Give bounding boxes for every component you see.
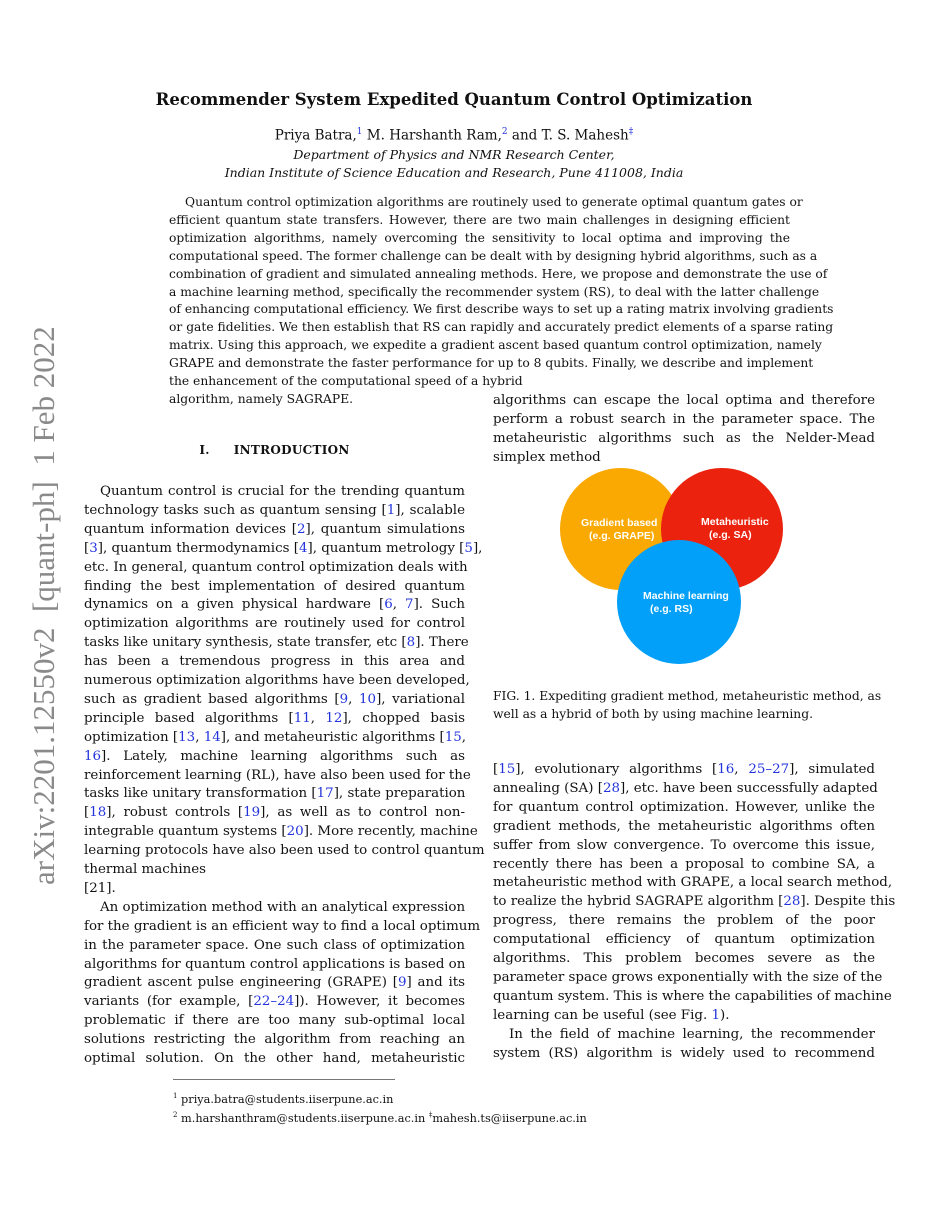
text-line: computational efficiency of quantum optimization xyxy=(493,932,875,948)
text-line: recently there has been a proposal to combine SA, a xyxy=(493,856,875,872)
text-line: the enhancement of the computational speed of a hybrid xyxy=(169,374,523,388)
text-line: quantum system. This is where the capabilities of machine xyxy=(493,988,892,1004)
affiliation-line: Indian Institute of Science Education and Research, Pune 411008, India xyxy=(224,165,684,180)
citation-link[interactable]: 25–27 xyxy=(748,762,790,777)
text-line: perform a robust search in the parameter space. The xyxy=(493,411,875,427)
text-line: solutions restricting the algorithm from reaching an xyxy=(84,1032,465,1048)
author-name: M. Harshanth Ram, xyxy=(362,127,502,144)
footnote-link[interactable]: 2 xyxy=(501,127,508,137)
text-line: metaheuristic algorithms such as the Nelder-Mead xyxy=(493,430,875,446)
footnote-email[interactable]: m.harshanthram@students.iiserpune.ac.in xyxy=(177,1111,429,1125)
section-heading xyxy=(84,443,465,457)
author-list xyxy=(0,127,908,144)
text-line: principle based algorithms [11, 12], chopped basis xyxy=(84,710,465,726)
text-line: computational speed. The former challenge can be dealt with by designing hybrid algorithms, such as a xyxy=(169,248,818,263)
text-line: integrable quantum systems [20]. More recently, machine xyxy=(84,824,478,840)
ml-label: Machine learning xyxy=(643,590,729,602)
citation-link[interactable]: 14 xyxy=(203,729,221,745)
text-line: [15], evolutionary algorithms [16, 25–27], simulated xyxy=(493,762,876,777)
citation-link[interactable]: 28 xyxy=(602,780,620,796)
citation-link[interactable]: 15 xyxy=(444,729,462,745)
text-line: in the parameter space. One such class of optimization xyxy=(84,937,465,953)
citation-link[interactable]: 5 xyxy=(464,540,473,556)
figure-caption: well as a hybrid of both by using machine learning. xyxy=(493,707,814,721)
footnote-link[interactable]: ‡ xyxy=(628,127,634,137)
footnote-mark: 2 xyxy=(173,1111,178,1119)
text-line: algorithms. This problem becomes severe as the xyxy=(493,951,875,966)
footnote-mark: ‡ xyxy=(428,1111,433,1119)
paper-title: Recommender System Expedited Quantum Control Optimization xyxy=(155,90,753,109)
text-line: has been a tremendous progress in this area and xyxy=(84,654,465,670)
text-line: simplex method xyxy=(493,449,601,465)
text-line: parameter space grows exponentially with the size of the xyxy=(493,969,883,985)
text-line: of enhancing computational efficiency. We first describe ways to set up a rating matrix involving gradients xyxy=(169,302,834,317)
text-line: a machine learning method, specifically the recommender system (RS), to deal with the latter challenge xyxy=(169,284,820,299)
citation-link[interactable]: 22–24 xyxy=(253,994,295,1010)
footnote xyxy=(173,1092,393,1106)
affiliation-line: Department of Physics and NMR Research Center, xyxy=(293,147,615,162)
text-line: Quantum control is crucial for the trending quantum xyxy=(100,484,465,499)
citation-link[interactable]: 13 xyxy=(178,729,196,745)
text-line: quantum information devices [2], quantum simulations xyxy=(84,521,465,537)
citation-link[interactable]: 9 xyxy=(339,691,349,707)
text-line: or gate fidelities. We then establish that RS can rapidly and accurately predict elements of a sparse rating xyxy=(169,320,834,335)
text-line: progress, there remains the problem of the poor xyxy=(493,913,875,929)
footnote-email[interactable]: priya.batra@students.iiserpune.ac.in xyxy=(177,1092,394,1106)
text-line: reinforcement learning (RL), have also been used for the xyxy=(84,767,471,783)
footnote-email[interactable]: mahesh.ts@iiserpune.ac.in xyxy=(432,1111,587,1125)
text-line: learning protocols have also been used to control quantum xyxy=(84,843,485,859)
section-title: INTRODUCTION xyxy=(233,443,350,457)
citation-link[interactable]: 1 xyxy=(711,1007,720,1023)
footnote-mark: 1 xyxy=(173,1092,178,1100)
citation-link[interactable]: 16 xyxy=(717,762,735,777)
gradient-label: Gradient based xyxy=(581,517,658,529)
text-line: gradient ascent pulse engineering (GRAPE) [9] and its xyxy=(84,975,465,991)
text-line: [3], quantum thermodynamics [4], quantum metrology [5], xyxy=(84,540,483,556)
footnote-link[interactable]: 1 xyxy=(356,127,363,137)
text-line: optimization algorithms are routinely used for control xyxy=(84,616,465,632)
text-line: etc. In general, quantum control optimization deals with xyxy=(84,559,468,575)
metaheuristic-example: (e.g. SA) xyxy=(709,529,752,541)
author-name: Priya Batra, xyxy=(274,127,357,144)
citation-link[interactable]: 17 xyxy=(316,786,334,802)
citation-link[interactable]: 18 xyxy=(89,805,107,821)
text-line: gradient methods, the metaheuristic algorithms often xyxy=(493,818,875,834)
machine-learning-circle xyxy=(617,540,741,664)
citation-link[interactable]: 19 xyxy=(243,805,261,821)
citation-link[interactable]: 9 xyxy=(397,975,407,991)
citation-link[interactable]: 8 xyxy=(406,635,416,651)
text-line: [21]. xyxy=(84,880,116,896)
text-line: GRAPE and demonstrate the faster performance for up to 8 qubits. Finally, we describe and implement xyxy=(169,356,814,371)
figure-caption: FIG. 1. Expediting gradient method, metaheuristic method, as xyxy=(493,689,882,703)
text-line: efficient quantum state transfers. However, there are two main challenges in designing efficient xyxy=(169,212,790,227)
text-line: metaheuristic method with GRAPE, a local search method, xyxy=(493,875,893,891)
text-line: such as gradient based algorithms [9, 10], variational xyxy=(84,691,465,707)
citation-link[interactable]: 6 xyxy=(384,597,393,613)
citation-link[interactable]: 3 xyxy=(89,540,98,556)
text-line: tasks like unitary transformation [17], state preparation xyxy=(84,786,466,802)
text-line: variants (for example, [22–24]). However, it becomes xyxy=(84,994,465,1010)
citation-link[interactable]: 11 xyxy=(293,710,311,726)
text-line: annealing (SA) [28], etc. have been successfully adapted xyxy=(493,780,878,796)
text-line: for quantum control optimization. However, unlike the xyxy=(493,799,875,815)
arxiv-identifier-stamp: arXiv:2201.12550v2 [quant-ph] 1 Feb 2022 xyxy=(26,326,61,885)
citation-link[interactable]: 7 xyxy=(405,597,414,613)
text-line: to realize the hybrid SAGRAPE algorithm [28]. Despite this xyxy=(493,894,896,910)
text-line: for the gradient is an efficient way to find a local optimum xyxy=(84,918,481,934)
text-line: tasks like unitary synthesis, state transfer, etc [8]. There xyxy=(84,635,469,651)
text-line: 16]. Lately, machine learning algorithms such as xyxy=(84,748,465,764)
text-line: An optimization method with an analytical expression xyxy=(100,899,466,915)
citation-link[interactable]: 15 xyxy=(498,762,516,777)
text-line: finding the best implementation of desired quantum xyxy=(84,578,465,594)
text-line: thermal machines xyxy=(84,862,207,877)
section-number: I. xyxy=(199,443,210,457)
citation-link[interactable]: 10 xyxy=(359,691,377,707)
citation-link[interactable]: 12 xyxy=(325,710,343,726)
text-line: [18], robust controls [19], as well as to control non- xyxy=(84,805,465,821)
citation-link[interactable]: 2 xyxy=(297,521,306,537)
text-line: optimization [13, 14], and metaheuristic algorithms [15, xyxy=(84,729,467,745)
text-line: In the field of machine learning, the recommender xyxy=(509,1026,875,1042)
citation-link[interactable]: 16 xyxy=(84,748,102,764)
footnote xyxy=(173,1111,587,1125)
metaheuristic-label: Metaheuristic xyxy=(701,516,769,528)
text-line: matrix. Using this approach, we expedite a gradient ascent based quantum control optimization, namely xyxy=(169,338,822,353)
figure-venn-diagram xyxy=(560,462,800,672)
text-line: Quantum control optimization algorithms are routinely used to generate optimal quantum gates or xyxy=(185,195,803,209)
text-line: combination of gradient and simulated annealing methods. Here, we propose and demonstrate the use of xyxy=(169,266,828,281)
footnote-divider xyxy=(173,1079,395,1080)
text-line: system (RS) algorithm is widely used to recommend xyxy=(493,1045,875,1061)
citation-link[interactable]: 28 xyxy=(783,894,801,910)
text-line: numerous optimization algorithms have been developed, xyxy=(84,673,470,688)
text-line: problematic if there are too many sub-optimal local xyxy=(84,1013,465,1029)
text-line: dynamics on a given physical hardware [6, 7]. Such xyxy=(84,597,465,613)
text-line: learning can be useful (see Fig. 1). xyxy=(493,1007,730,1023)
text-line: optimization algorithms, namely overcoming the sensitivity to local optima and improving the xyxy=(169,230,790,245)
citation-link[interactable]: 4 xyxy=(298,540,308,556)
citation-link[interactable]: 1 xyxy=(386,502,396,518)
ml-example: (e.g. RS) xyxy=(650,603,693,615)
text-line: algorithms for quantum control applications is based on xyxy=(84,956,466,972)
text-line: algorithms can escape the local optima and therefore xyxy=(493,393,875,408)
text-line: technology tasks such as quantum sensing [1], scalable xyxy=(84,502,465,518)
author-name: and T. S. Mahesh xyxy=(507,127,629,144)
text-line: suffer from slow convergence. To overcome this issue, xyxy=(493,837,875,853)
text-line: algorithm, namely SAGRAPE. xyxy=(169,391,354,406)
citation-link[interactable]: 20 xyxy=(286,824,304,840)
text-line: optimal solution. On the other hand, metaheuristic xyxy=(84,1051,465,1066)
gradient-example: (e.g. GRAPE) xyxy=(589,530,655,542)
